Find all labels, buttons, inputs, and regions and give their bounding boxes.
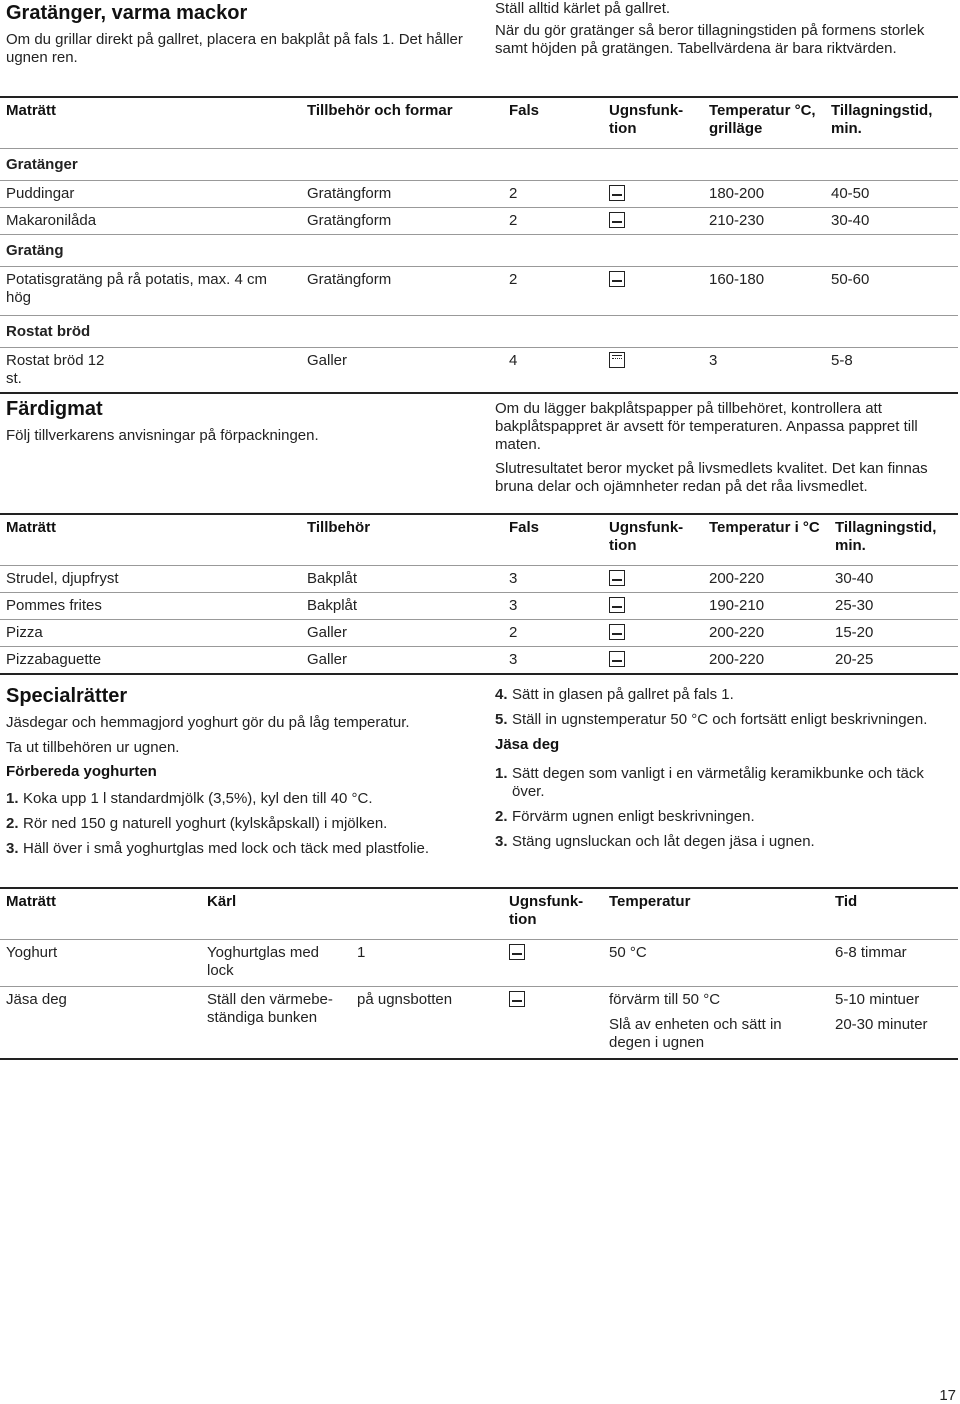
step-number: 1. <box>495 765 508 782</box>
table-row <box>0 208 958 235</box>
top-bottom-heat-icon <box>509 944 525 960</box>
cell-dish: Yoghurt <box>6 944 58 961</box>
page-number: 17 <box>939 1387 956 1404</box>
temperature-line: förvärm till 50 °C <box>609 991 721 1008</box>
group-title: Gratänger <box>6 156 78 173</box>
step-text: Rör ned 150 g naturell yoghurt (kylskåpskall) i mjölken. <box>23 815 388 832</box>
header-function: Ugnsfunk-tion <box>609 102 684 137</box>
table-group-row <box>0 316 958 348</box>
step-text: Ställ in ugnstemperatur 50 °C och fortsätt enligt beskrivningen. <box>512 711 928 728</box>
cell-level: 3 <box>509 597 518 614</box>
header-function: Ugnsfunk-tion <box>609 519 684 554</box>
cell-time: 5-8 <box>831 352 853 369</box>
cell-dish: Puddingar <box>6 185 75 202</box>
cell-function <box>603 593 703 620</box>
intro-right <box>495 0 935 62</box>
step-number: 3. <box>6 840 19 857</box>
header-temperature: Temperatur i °C <box>709 519 820 536</box>
table-specialratter <box>0 887 958 1060</box>
table-row <box>0 940 958 987</box>
table-row <box>0 348 958 394</box>
cell-vessel: Yoghurtglas med lock <box>207 944 320 979</box>
step-number: 1. <box>6 790 19 807</box>
cell-function <box>603 647 703 675</box>
table-row <box>0 267 958 316</box>
cell-time: 20-25 <box>835 651 874 668</box>
step-text: Häll över i små yoghurtglas med lock och täck med plastfolie. <box>23 840 430 857</box>
section-fardigmat-notes <box>495 400 957 496</box>
steps-dough <box>495 765 940 851</box>
cell-temperature: 200-220 <box>709 570 765 587</box>
cell-temperature: 210-230 <box>709 212 765 229</box>
table-group-row <box>0 235 958 267</box>
cell-level: 4 <box>509 352 518 369</box>
table-row <box>0 647 958 675</box>
section-text: Om du grillar direkt på gallret, placera en bakplåt på fals 1. Det håller ugnen ren. <box>6 31 463 66</box>
cell-temperature: 160-180 <box>709 271 765 288</box>
table-group-row <box>0 149 958 181</box>
cell-time: 15-20 <box>835 624 874 641</box>
grill-icon <box>609 352 625 368</box>
list-item <box>495 765 940 801</box>
table-header-row <box>0 514 958 566</box>
section-specialratter <box>6 685 476 865</box>
cell-function <box>603 620 703 647</box>
table-fardigmat <box>0 513 958 675</box>
section-title: Färdigmat <box>6 398 103 420</box>
list-item <box>495 711 940 729</box>
cell-function <box>603 348 703 394</box>
table-row <box>0 987 958 1060</box>
cell-function <box>503 987 603 1060</box>
cell-dish <box>0 348 301 394</box>
cell-function <box>603 181 703 208</box>
cell-dish: Jäsa deg <box>6 991 67 1008</box>
intro-paragraph: När du gör gratänger så beror tillagningstiden på formens storlek samt höjden på gratängen. Tabellvärdena är bara riktvärden. <box>495 22 925 57</box>
time-line: 20-30 minuter <box>835 1016 928 1033</box>
cell-function <box>603 208 703 235</box>
time-line: 5-10 mintuer <box>835 991 920 1008</box>
cell-accessory: Galler <box>307 651 348 668</box>
cell-dish: Potatisgratäng på rå potatis, max. 4 cm hög <box>6 271 267 306</box>
cell-temperature: 200-220 <box>709 651 765 668</box>
header-function: Ugnsfunk-tion <box>509 893 584 928</box>
cell-level: 3 <box>509 570 518 587</box>
step-text: Sätt degen som vanligt i en värmetålig keramikbunke och täck över. <box>512 765 924 800</box>
cell-function <box>503 940 603 987</box>
group-title: Gratäng <box>6 242 64 259</box>
cell-dish: Strudel, djupfryst <box>6 570 119 587</box>
cell-dish-text: Rostat bröd 12 st. <box>6 352 105 387</box>
header-accessory: Tillbehör <box>307 519 371 536</box>
cell-level: 2 <box>509 624 518 641</box>
top-bottom-heat-icon <box>609 271 625 287</box>
header-level <box>351 888 503 940</box>
cell-time: 30-40 <box>835 570 874 587</box>
cell-dish: Pizzabaguette <box>6 651 102 668</box>
cell-function <box>603 566 703 593</box>
step-text: Förvärm ugnen enligt beskrivningen. <box>512 808 755 825</box>
header-vessel: Kärl <box>207 893 237 910</box>
header-time: Tillagningstid, min. <box>835 519 937 554</box>
header-dish: Maträtt <box>6 893 57 910</box>
step-number: 5. <box>495 711 508 728</box>
cell-vessel: Ställ den värmebe-ständiga bunken <box>207 991 333 1026</box>
header-accessory: Tillbehör och formar <box>307 102 453 119</box>
header-time: Tillagningstid, min. <box>831 102 933 137</box>
cell-level: 3 <box>509 651 518 668</box>
section-fardigmat <box>6 398 466 445</box>
group-title: Rostat bröd <box>6 323 91 340</box>
section-text: Följ tillverkarens anvisningar på förpackningen. <box>6 427 319 444</box>
cell-temperature <box>603 987 829 1060</box>
header-time: Tid <box>835 893 858 910</box>
cell-time: 25-30 <box>835 597 874 614</box>
note-paragraph: Slutresultatet beror mycket på livsmedlets kvalitet. Det kan finnas bruna delar och ojämnheter redan på det råa livsmedlet. <box>495 460 928 495</box>
step-number: 2. <box>6 815 19 832</box>
table-gratanger <box>0 96 958 394</box>
intro-paragraph: Ställ alltid kärlet på gallret. <box>495 0 671 17</box>
top-bottom-heat-icon <box>609 185 625 201</box>
cell-level: 2 <box>509 185 518 202</box>
cell-temperature: 180-200 <box>709 185 765 202</box>
section-text: Ta ut tillbehören ur ugnen. <box>6 739 180 756</box>
header-dish: Maträtt <box>6 102 57 119</box>
cell-dish: Pommes frites <box>6 597 102 614</box>
step-number: 3. <box>495 833 508 850</box>
cell-level: på ugnsbotten <box>357 991 453 1008</box>
cell-time: 50-60 <box>831 271 870 288</box>
section-title: Gratänger, varma mackor <box>6 2 248 24</box>
top-bottom-heat-icon <box>609 624 625 640</box>
section-title: Specialrätter <box>6 685 128 707</box>
cell-temperature: 3 <box>709 352 718 369</box>
section-specialratter-right <box>495 686 940 858</box>
table-row <box>0 181 958 208</box>
steps-yoghurt-continued <box>495 686 940 729</box>
steps-yoghurt <box>6 790 476 858</box>
cell-time <box>829 987 958 1060</box>
cell-accessory: Bakplåt <box>307 570 358 587</box>
cell-time: 30-40 <box>831 212 870 229</box>
header-level: Fals <box>509 102 540 119</box>
subheading: Förbereda yoghurten <box>6 763 157 780</box>
step-text: Stäng ugnsluckan och låt degen jäsa i ugnen. <box>512 833 815 850</box>
table-header-row <box>0 888 958 940</box>
cell-accessory: Gratängform <box>307 212 392 229</box>
top-bottom-heat-icon <box>509 991 525 1007</box>
header-dish: Maträtt <box>6 519 57 536</box>
list-item <box>6 840 476 858</box>
cell-accessory: Gratängform <box>307 185 392 202</box>
top-bottom-heat-icon <box>609 570 625 586</box>
step-text: Koka upp 1 l standardmjölk (3,5%), kyl den till 40 °C. <box>23 790 373 807</box>
note-paragraph: Om du lägger bakplåtspapper på tillbehöret, kontrollera att bakplåtspappret är avsett för temperaturen. Anpassa pappret till maten. <box>495 400 918 453</box>
subheading: Jäsa deg <box>495 736 560 753</box>
cell-accessory: Gratängform <box>307 271 392 288</box>
list-item <box>495 808 940 826</box>
temperature-line: Slå av enheten och sätt in degen i ugnen <box>609 1016 782 1051</box>
list-item <box>6 815 476 833</box>
cell-level: 2 <box>509 271 518 288</box>
cell-function <box>603 267 703 316</box>
cell-dish: Pizza <box>6 624 43 641</box>
header-temperature: Temperatur °C, grilläge <box>709 102 816 137</box>
cell-dish: Makaronilåda <box>6 212 97 229</box>
cell-accessory: Bakplåt <box>307 597 358 614</box>
section-text: Jäsdegar och hemmagjord yoghurt gör du på låg temperatur. <box>6 714 410 731</box>
table-row <box>0 593 958 620</box>
table-row <box>0 566 958 593</box>
cell-temperature: 200-220 <box>709 624 765 641</box>
cell-level: 2 <box>509 212 518 229</box>
table-header-row <box>0 97 958 149</box>
cell-time: 40-50 <box>831 185 870 202</box>
top-bottom-heat-icon <box>609 651 625 667</box>
cell-accessory: Galler <box>307 624 348 641</box>
cell-temperature: 50 °C <box>609 944 647 961</box>
list-item <box>495 833 940 851</box>
cell-accessory: Galler <box>307 352 348 369</box>
step-text: Sätt in glasen på gallret på fals 1. <box>512 686 734 703</box>
table-row <box>0 620 958 647</box>
top-bottom-heat-icon <box>609 212 625 228</box>
header-level: Fals <box>509 519 540 536</box>
cell-level: 1 <box>357 944 366 961</box>
list-item <box>6 790 476 808</box>
top-bottom-heat-icon <box>609 597 625 613</box>
cell-temperature: 190-210 <box>709 597 765 614</box>
section-gratanger <box>6 2 466 67</box>
header-temperature: Temperatur <box>609 893 691 910</box>
cell-time: 6-8 timmar <box>835 944 907 961</box>
step-number: 2. <box>495 808 508 825</box>
list-item <box>495 686 940 704</box>
step-number: 4. <box>495 686 508 703</box>
